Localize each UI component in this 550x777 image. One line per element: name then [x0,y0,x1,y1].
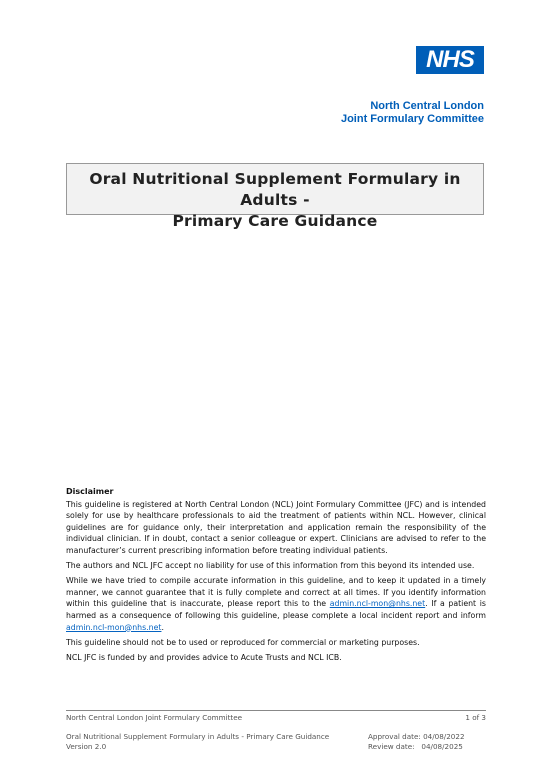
disclaimer-p3-text-b: . If a patient is harmed as a consequence of following this guideline, please complete a local incident report and inform [66,599,486,620]
title-line-2: Primary Care Guidance [172,212,378,230]
disclaimer-paragraph-3 [66,575,486,633]
org-line-2: Joint Formulary Committee [340,113,484,125]
disclaimer-section [66,486,486,667]
footer-version: Version 2.0 [66,742,107,751]
footer-top [66,713,486,723]
email-link-1[interactable]: admin.ncl-mon@nhs.net [329,599,426,609]
disclaimer-p3-text-a: While we have tried to compile accurate information in this guideline, and to keep it updated in a timely manner, we cannot guarantee that it is fully complete and correct at all times. If you identify information within this guideline that is inaccurate, please report this to the [66,576,486,609]
document-title [66,163,484,230]
footer-doc-title: Oral Nutritional Supplement Formulary in Adults - Primary Care Guidance [66,732,330,741]
disclaimer-paragraph-1: This guideline is registered at North Central London (NCL) Joint Formulary Committee (JFC) and is intended solely for use by healthcare professionals to aid the treatment of patients within NCL. However, clinical guidelines are for guidance only, their interpretation and application remain the responsibility of the individual clinician. If in doubt, contact a senior colleague or expert. Clinicians are advised to refer to the manufacturer’s current prescribing information before treating individual patients. [66,499,486,555]
disclaimer-heading: Disclaimer [66,487,114,496]
org-name [341,100,484,126]
page-number: 1 of 3 [465,713,486,722]
title-line-1: Oral Nutritional Supplement Formulary in Adults - [89,170,461,209]
footer-org: North Central London Joint Formulary Committee [66,713,243,722]
footer-bottom [66,732,486,752]
email-link-2[interactable]: admin.ncl-mon@nhs.net [66,622,162,632]
review-date: Review date: 04/08/2025 [368,742,463,751]
footer-divider [66,710,486,711]
disclaimer-paragraph-5: NCL JFC is funded by and provides advice to Acute Trusts and NCL ICB. [66,652,342,662]
disclaimer-paragraph-4: This guideline should not be to used or reproduced for commercial or marketing purposes. [66,637,420,647]
nhs-logo: NHS [416,46,484,74]
disclaimer-paragraph-2: The authors and NCL JFC accept no liability for use of this information from this beyond its intended use. [66,561,475,571]
approval-date: Approval date: 04/08/2022 [368,732,465,741]
disclaimer-p3-text-c: . [161,622,164,632]
org-line-1: North Central London [370,100,484,112]
